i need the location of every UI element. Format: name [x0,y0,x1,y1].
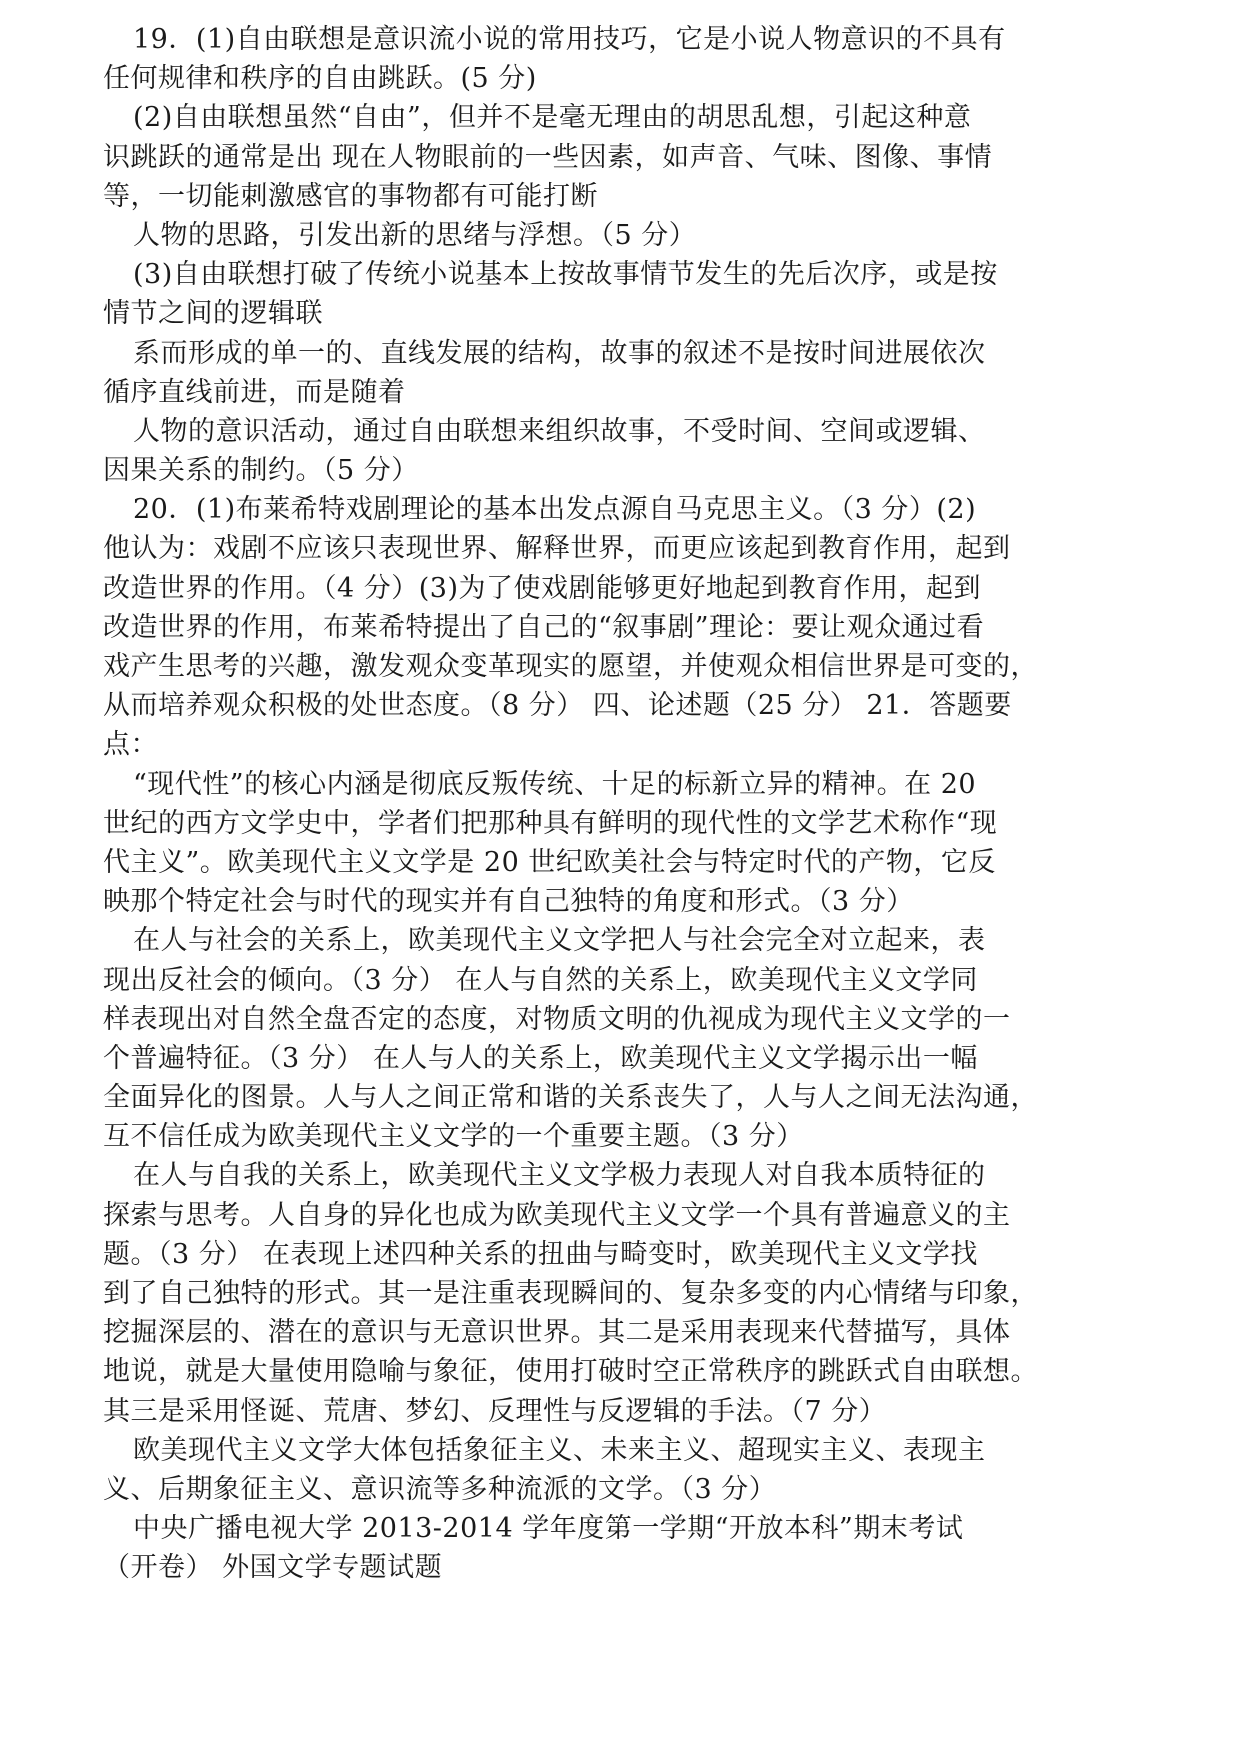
text-line: 义、后期象征主义、意识流等多种流派的文学。（3 分） [103,1473,777,1505]
text-line: 互不信任成为欧美现代主义文学的一个重要主题。（3 分） [103,1121,804,1153]
text-line: 循序直线前进，而是随着 [103,376,406,408]
text-line: 在人与自我的关系上，欧美现代主义文学极力表现人对自我本质特征的 [133,1160,986,1192]
text-line: 系而形成的单一的、直线发展的结构，故事的叙述不是按时间进展依次 [133,337,986,369]
text-line: 因果关系的制约。（5 分） [103,455,419,487]
text-line: 欧美现代主义文学大体包括象征主义、未来主义、超现实主义、表现主 [133,1434,986,1466]
text-line: 戏产生思考的兴趣，激发观众变革现实的愿望，并使观众相信世界是可变的， [103,651,1038,682]
text-line: 从而培养观众积极的处世态度。（8 分） 四、论述题（25 分） 21．答题要 [103,690,1012,722]
text-line: 改造世界的作用。（4 分）(3)为了使戏剧能够更好地起到教育作用，起到 [103,572,982,604]
text-line: 20．(1)布莱希特戏剧理论的基本出发点源自马克思主义。（3 分）(2) [133,494,977,526]
text-line: 个普遍特征。（3 分） 在人与人的关系上，欧美现代主义文学揭示出一幅 [103,1042,978,1074]
text-line: 在人与社会的关系上，欧美现代主义文学把人与社会完全对立起来，表 [133,925,986,957]
text-line: 代主义”。欧美现代主义文学是 20 世纪欧美社会与特定时代的产物，它反 [103,846,996,878]
text-line: 探索与思考。人自身的异化也成为欧美现代主义文学一个具有普遍意义的主 [103,1199,1011,1231]
text-line: 世纪的西方文学史中，学者们把那种具有鲜明的现代性的文学艺术称作“现 [103,807,998,839]
text-line: 人物的思路，引发出新的思绪与浮想。（5 分） [133,219,697,251]
text-line: 挖掘深层的、潜在的意识与无意识世界。其二是采用表现来代替描写，具体 [103,1317,1011,1349]
text-line: 全面异化的图景。人与人之间正常和谐的关系丧失了，人与人之间无法沟通， [103,1082,1038,1114]
text-line: 现出反社会的倾向。（3 分） 在人与自然的关系上，欧美现代主义文学同 [103,964,978,996]
text-line: 识跳跃的通常是出 现在人物眼前的一些因素，如声音、气味、图像、事情 [103,141,993,173]
text-line: 映那个特定社会与时代的现实并有自己独特的角度和形式。（3 分） [103,886,914,918]
text-line: 样表现出对自然全盘否定的态度，对物质文明的仇视成为现代主义文学的一 [103,1003,1011,1035]
text-line: 题。（3 分） 在表现上述四种关系的扭曲与畸变时，欧美现代主义文学找 [103,1238,978,1270]
text-line: 中央广播电视大学 2013-2014 学年度第一学期“开放本科”期末考试 [133,1513,964,1545]
text-line: （开卷） 外国文学专题试题 [103,1552,443,1584]
text-line: 任何规律和秩序的自由跳跃。(5 分) [103,63,537,95]
text-line: 到了自己独特的形式。其一是注重表现瞬间的、复杂多变的内心情绪与印象， [103,1278,1038,1309]
text-line: (3)自由联想打破了传统小说基本上按故事情节发生的先后次序，或是按 [133,259,998,291]
text-line: 他认为：戏剧不应该只表现世界、解释世界，而更应该起到教育作用，起到 [103,533,1011,565]
text-line: 19．(1)自由联想是意识流小说的常用技巧，它是小说人物意识的不具有 [133,24,1006,55]
answer-text-body [103,20,1153,1588]
text-line: 改造世界的作用，布莱希特提出了自己的“叙事剧”理论：要让观众通过看 [103,611,985,643]
text-line: “现代性”的核心内涵是彻底反叛传统、十足的标新立异的精神。在 20 [133,768,977,800]
text-line: (2)自由联想虽然“自由”，但并不是毫无理由的胡思乱想，引起这种意 [133,102,972,134]
text-line: 地说，就是大量使用隐喻与象征，使用打破时空正常秩序的跳跃式自由联想。 [103,1356,1038,1388]
text-line: 人物的意识活动，通过自由联想来组织故事，不受时间、空间或逻辑、 [133,415,986,447]
text-line: 情节之间的逻辑联 [103,298,323,330]
text-line: 其三是采用怪诞、荒唐、梦幻、反理性与反逻辑的手法。（7 分） [103,1395,887,1427]
text-line: 点： [103,729,158,761]
text-line: 等，一切能刺激感官的事物都有可能打断 [103,180,598,212]
